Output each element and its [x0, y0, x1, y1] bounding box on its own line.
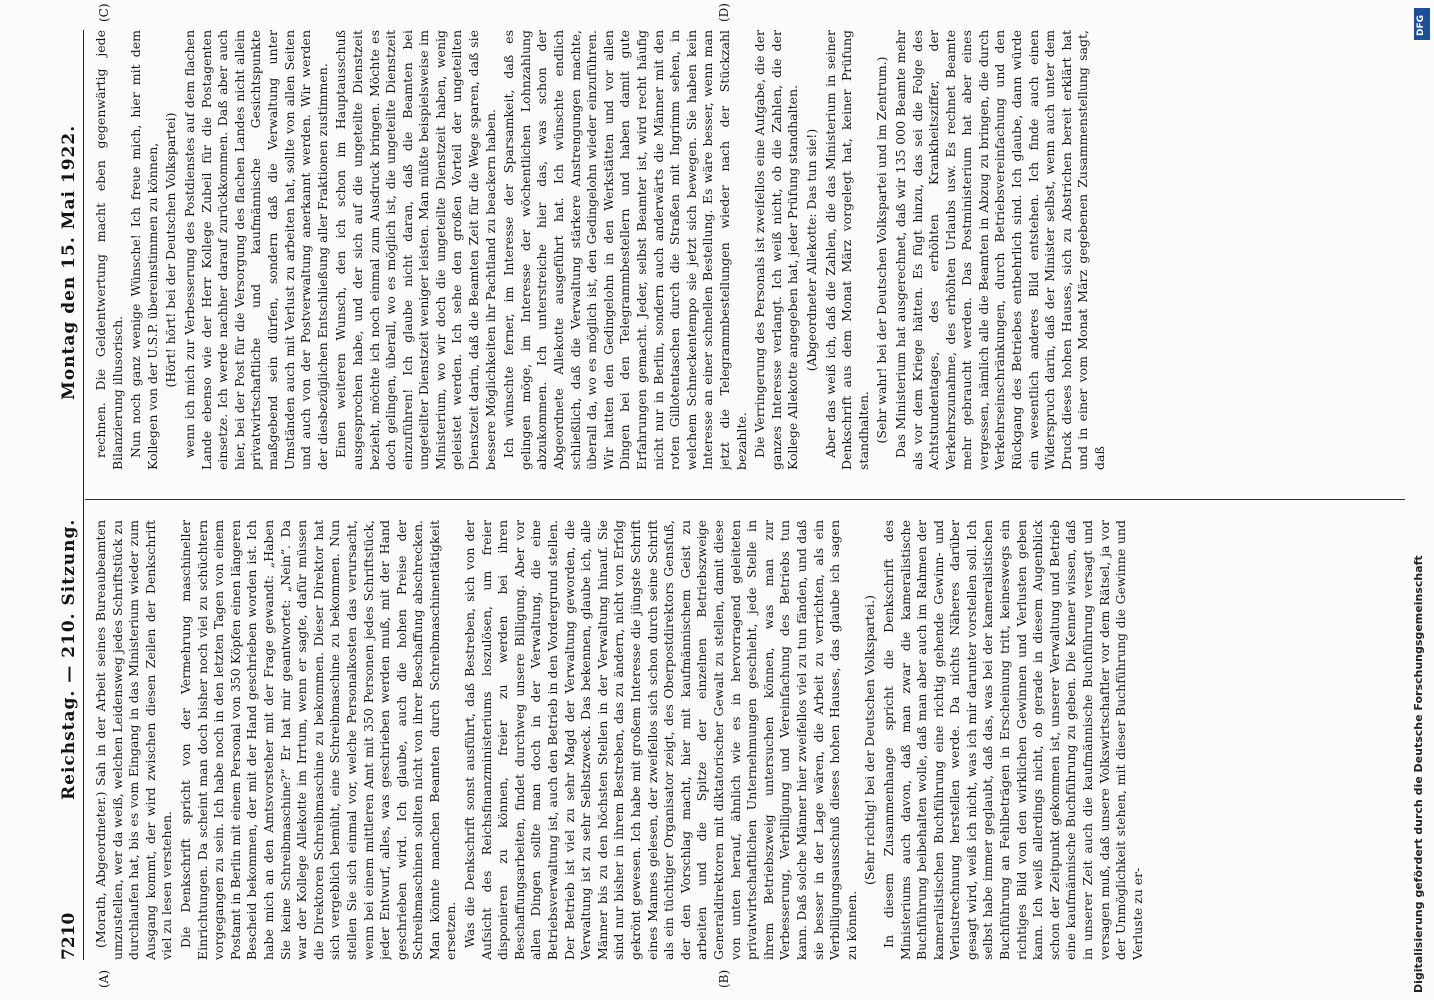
page-header	[57, 30, 84, 960]
margin-marker-c: (C)	[97, 3, 111, 22]
margin-marker-d: (D)	[717, 3, 731, 22]
right-column	[93, 30, 1403, 470]
left-paragraph-2: Die Denkschrift spricht von der Vermehrung maschineller Einrichtungen. Da scheint man doch bisher noch viel zu schüchtern vorgegangen zu sein. Ich habe noch in den letzten Tagen von einem Postamt in Berlin mit einem Personal von 350 Köpfen einen längeren Bescheid bekommen, der mit der Hand geschrieben worden ist. Ich habe mich an den Amtsvorsteher mit der Frage gewandt: „Haben Sie keine Schreibmaschine?“ Er hat mir geantwortet: „Nein“. Da war der Kollege Allekotte im Irrtum, wenn er sagte, dafür müssen die Direktoren Schreibmaschine zu bekommen. Dieser Direktor hat sich vergeblich bemüht, eine Schreibmaschine zu bekommen. Nun stellen Sie sich einmal vor, welche Personalkosten das verursacht, wenn bei einem mittleren Amt mit 350 Personen jedes Schriftstück, jeder Entwurf, alles, was geschrieben werden muß, mit der Hand geschrieben wird. Ich glaube, auch die hohen Preise der Schreibmaschinen sollten nicht von ihrer Beschaffung abschrecken. Man könnte manchen Beamten durch Schreibmaschinentätigkeit ersetzen.	[177, 520, 459, 960]
right-paragraph-5: Einen weiteren Wunsch, den ich schon im Hauptausschuß ausgesprochen habe, und der sich auf die ungeteilte Dienstzeit bezieht, möchte ich noch einmal zum Ausdruck bringen. Möchte es doch gelingen, überall, wo es möglich ist, die ungeteilte Dienstzeit einzuführen! Ich glaube nicht daran, daß die Beamten bei ungeteilter Dienstzeit weniger leisten. Man müßte beispielsweise im Ministerium, wo wir doch die ungeteilte Dienstzeit haben, wenig geleistet werden. Ich sehe den großen Vorteil der ungeteilten Dienstzeit darin, daß die Beamten Zeit für die Wege sparen, daß sie bessere Möglichkeiten ihr Pachtland zu beackern haben.	[333, 30, 498, 470]
right-paragraph-11: Das Ministerium hat ausgerechnet, daß wir 135 000 Beamte mehr als vor dem Kriege hätten. Es fügt hinzu, das sei die Folge des Achtstundentages, des erhöhten Krankheitsziffer, der Verkehrszunahme, des erhöhten Urlaubs usw. Es rechnet Beamte mehr gebraucht werden. Das Postministerium hat aber eines vergessen, nämlich alle die Beamten in Abzug zu bringen, die durch Verkehrseinschränkungen, durch Betriebsvereinfachung und den Rückgang des Betriebes entbehrlich sind. Ich glaube, dann würde ein wesentlich anderes Bild entstehen. Ich finde auch einen Widerspruch darin, daß der Minister selbst, wenn auch unter dem Druck dieses hohen Hauses, sich zu Abstrichen bereit erklärt hat und in einer vom Monat März gegebenen Zusammenstellung sagt, daß	[892, 30, 1108, 470]
page-number: 7210	[59, 912, 79, 960]
right-paragraph-6: Ich wünschte ferner, im Interesse der Sparsamkeit, daß es gelingen möge, im Interesse der wöchentlichen Lohnzahlung abzukommen. Ich unterstreiche hier das, was schon der Abgeordnete Allekotte ausgeführt hat. Ich wünschte endlich schließlich, daß die Verwaltung stärkere Anstrengungen machte, überall da, wo es möglich ist, den Gedingelohn wieder einzuführen. Wir hatten den Gedingelohn in den Werkstätten und vor allen Dingen bei den Telegrammbestellern und haben damit gute Erfahrungen gemacht. Jeder, selbst Beamter ist, wird recht häufig nicht nur in Berlin, sondern auch anderwärts die Männer mit den roten Gillotentaschen durch die Straßen mit Ingrimm sehen, in welchem Schneckentempo sie jetzt sich bewegen. Sie haben kein Interesse an einer schnellen Bestellung. Es wäre besser, wenn man jetzt die Telegrammbestellungen wieder nach der Stückzahl bezahlte.	[501, 30, 749, 470]
margin-marker-b: (B)	[717, 969, 731, 988]
right-paragraph-7: Die Verringerung des Personals ist zweifellos eine Aufgabe, die der ganzes Interesse verlangt. Ich weiß nicht, ob die Zahlen, die der Kollege Allekotte angegeben hat, jeder Prüfung standhalten.	[752, 30, 801, 470]
margin-marker-a: (A)	[97, 969, 111, 988]
left-paragraph-1: (Morath, Abgeordneter.) Sah in der Arbeit seines Bureaubeamten umzustellen, wer da weiß, welchen Leidensweg jedes Schriftstück zu durchlaufen hat, bis es vom Eingang in das Ministerium wieder zum Ausgang kommt, der wird zwischen diesen Zeilen der Denkschrift viel zu lesen verstehen.	[93, 520, 175, 960]
session-title: Reichstag. — 210. Sitzung.	[59, 518, 79, 800]
right-paragraph-1: rechnen. Die Geldentwertung macht eben gegenwärtig jede Bilanzierung illusorisch.	[93, 30, 125, 470]
left-paragraph-4: (Sehr richtig! bei der Deutschen Volkspartei.)	[862, 594, 878, 886]
left-paragraph-5: In diesem Zusammenhange spricht die Denkschrift des Ministeriums auch davon, daß man zwar die kameralistische Buchführung beibehalten wolle, daß man aber auch im Rahmen der kameralistischen Buchführung eine richtig gehende Gewinn- und Verlustrechnung herstellen werde. Da nichts Näheres darüber gesagt wird, weiß ich nicht, was ich mir darunter vorstellen soll. Ich selbst habe immer geglaubt, daß das, was bei der kameralistischen Buchführung an Fehlbeträgen in Erscheinung tritt, keineswegs ein richtiges Bild von den wirklichen Gewinnen und Verlusten geben kann. Ich weiß allerdings nicht, ob gerade in diesem Augenblick schon der Zeitpunkt gekommen ist, unserer Verwaltung und Betrieb eine kaufmännische Buchführung zu geben. Die Kenner wissen, daß in unserer Zeit auch die kaufmännische Buchführung versagt und versagen muß, daß unsere Volkswirtschaftler vor dem Rätsel, ja vor der Unmöglichkeit stehen, mit dieser Buchführung die Gewinne und Verluste zu er-	[880, 520, 1145, 960]
column-divider	[85, 499, 1405, 500]
left-column	[93, 520, 1403, 960]
session-date: Montag den 15. Mai 1922.	[59, 124, 79, 400]
digitization-credit	[1410, 8, 1430, 993]
left-paragraph-3: Was die Denkschrift sonst ausführt, daß Bestreben, sich von der Aufsicht des Reichsfinanzministeriums loszulösen, um freier disponieren zu können, freier zu werden bei ihren Beschaffungsarbeiten, findet durchweg unsere Billigung. Aber vor allen Dingen sollte man doch in der Verwaltung, die eine Betriebsverwaltung ist, auch den Betrieb in den Vordergrund stellen. Der Betrieb ist viel zu sehr Magd der Verwaltung geworden, die Verwaltung ist zu sehr Selbstzweck. Das bekennen, glaube ich, alle Männer bis zu den höchsten Stellen in der Verwaltung hinauf. Sie sind nur bisher in ihrem Bestreben, das zu ändern, nicht von Erfolg gekrönt gewesen. Ich habe mit großem Interesse die jüngste Schrift eines Mannes gelesen, der zweifellos sich schon durch seine Schrift als ein tüchtiger Organisator zeigt, des Oberpostdirektors Gensfuß, der den Vorschlag macht, hier mit kaufmännischem Geist zu arbeiten und die Spitze der einzelnen Betriebszweige Generaldirektoren mit diktatorischer Gewalt zu stellen, damit diese von unten herauf, ähnlich wie es in hervorragend geleiteten privatwirtschaftlichen Unternehmungen geschieht, jede Stelle in ihrem Betriebszweig untersuchen können, was man zur Verbesserung, Verbilligung und Vereinfachung des Betriebs tun kann. Daß solche Männer hier zweifellos viel zu tun fänden, und daß sie besser in der Lage wären, die Arbeit zu verrichten, als ein Verbilligungsausschuß dieses hohen Hauses, das glaube ich sagen zu können.	[462, 520, 859, 960]
rotated-page-content	[17, 0, 1417, 1000]
right-paragraph-2: Nun noch ganz wenige Wünsche! Ich freue mich, hier mit dem Kollegen von der U.S.P. übereinstimmen zu können,	[128, 30, 160, 470]
credit-text: Digitalisierung gefördert durch die Deutsche Forschungsgemeinschaft	[1412, 555, 1425, 993]
right-paragraph-10: (Sehr wahr! bei der Deutschen Volkspartei und im Zentrum.)	[874, 56, 890, 444]
right-paragraph-8: (Abgeordneter Allekotte: Das tun sie!)	[803, 128, 819, 372]
right-paragraph-4: wenn ich mich zur Verbesserung des Postdienstes auf dem flachen Lande ebenso wie der Herr Kollege Zubeil für die Postagenten einsetze. Ich werde nachher darauf zurückkommen. Daß aber auch hier, bei der Post für die Versorgung des flachen Landes nicht allein privatwirtschaftliche und kaufmännische Gesichtspunkte maßgebend sein dürfen, sondern daß die Verwaltung unter Umständen auch mit Verlust zu arbeiten hat, sollte von allen Seiten und auch von der Postverwaltung anerkannt werden. Wir werden der diesbezüglichen Entschließung aller Fraktionen zustimmen.	[181, 30, 330, 470]
dfg-logo-text: DFG	[1416, 14, 1426, 36]
dfg-logo	[1414, 8, 1430, 40]
right-paragraph-3: (Hört! hört! bei der Deutschen Volkspartei)	[163, 112, 179, 388]
right-paragraph-9: Aber das weiß ich, daß die Zahlen, die das Ministerium in seiner Denkschrift aus dem Monat März vorgelegt hat, keiner Prüfung standhalten.	[822, 30, 871, 470]
